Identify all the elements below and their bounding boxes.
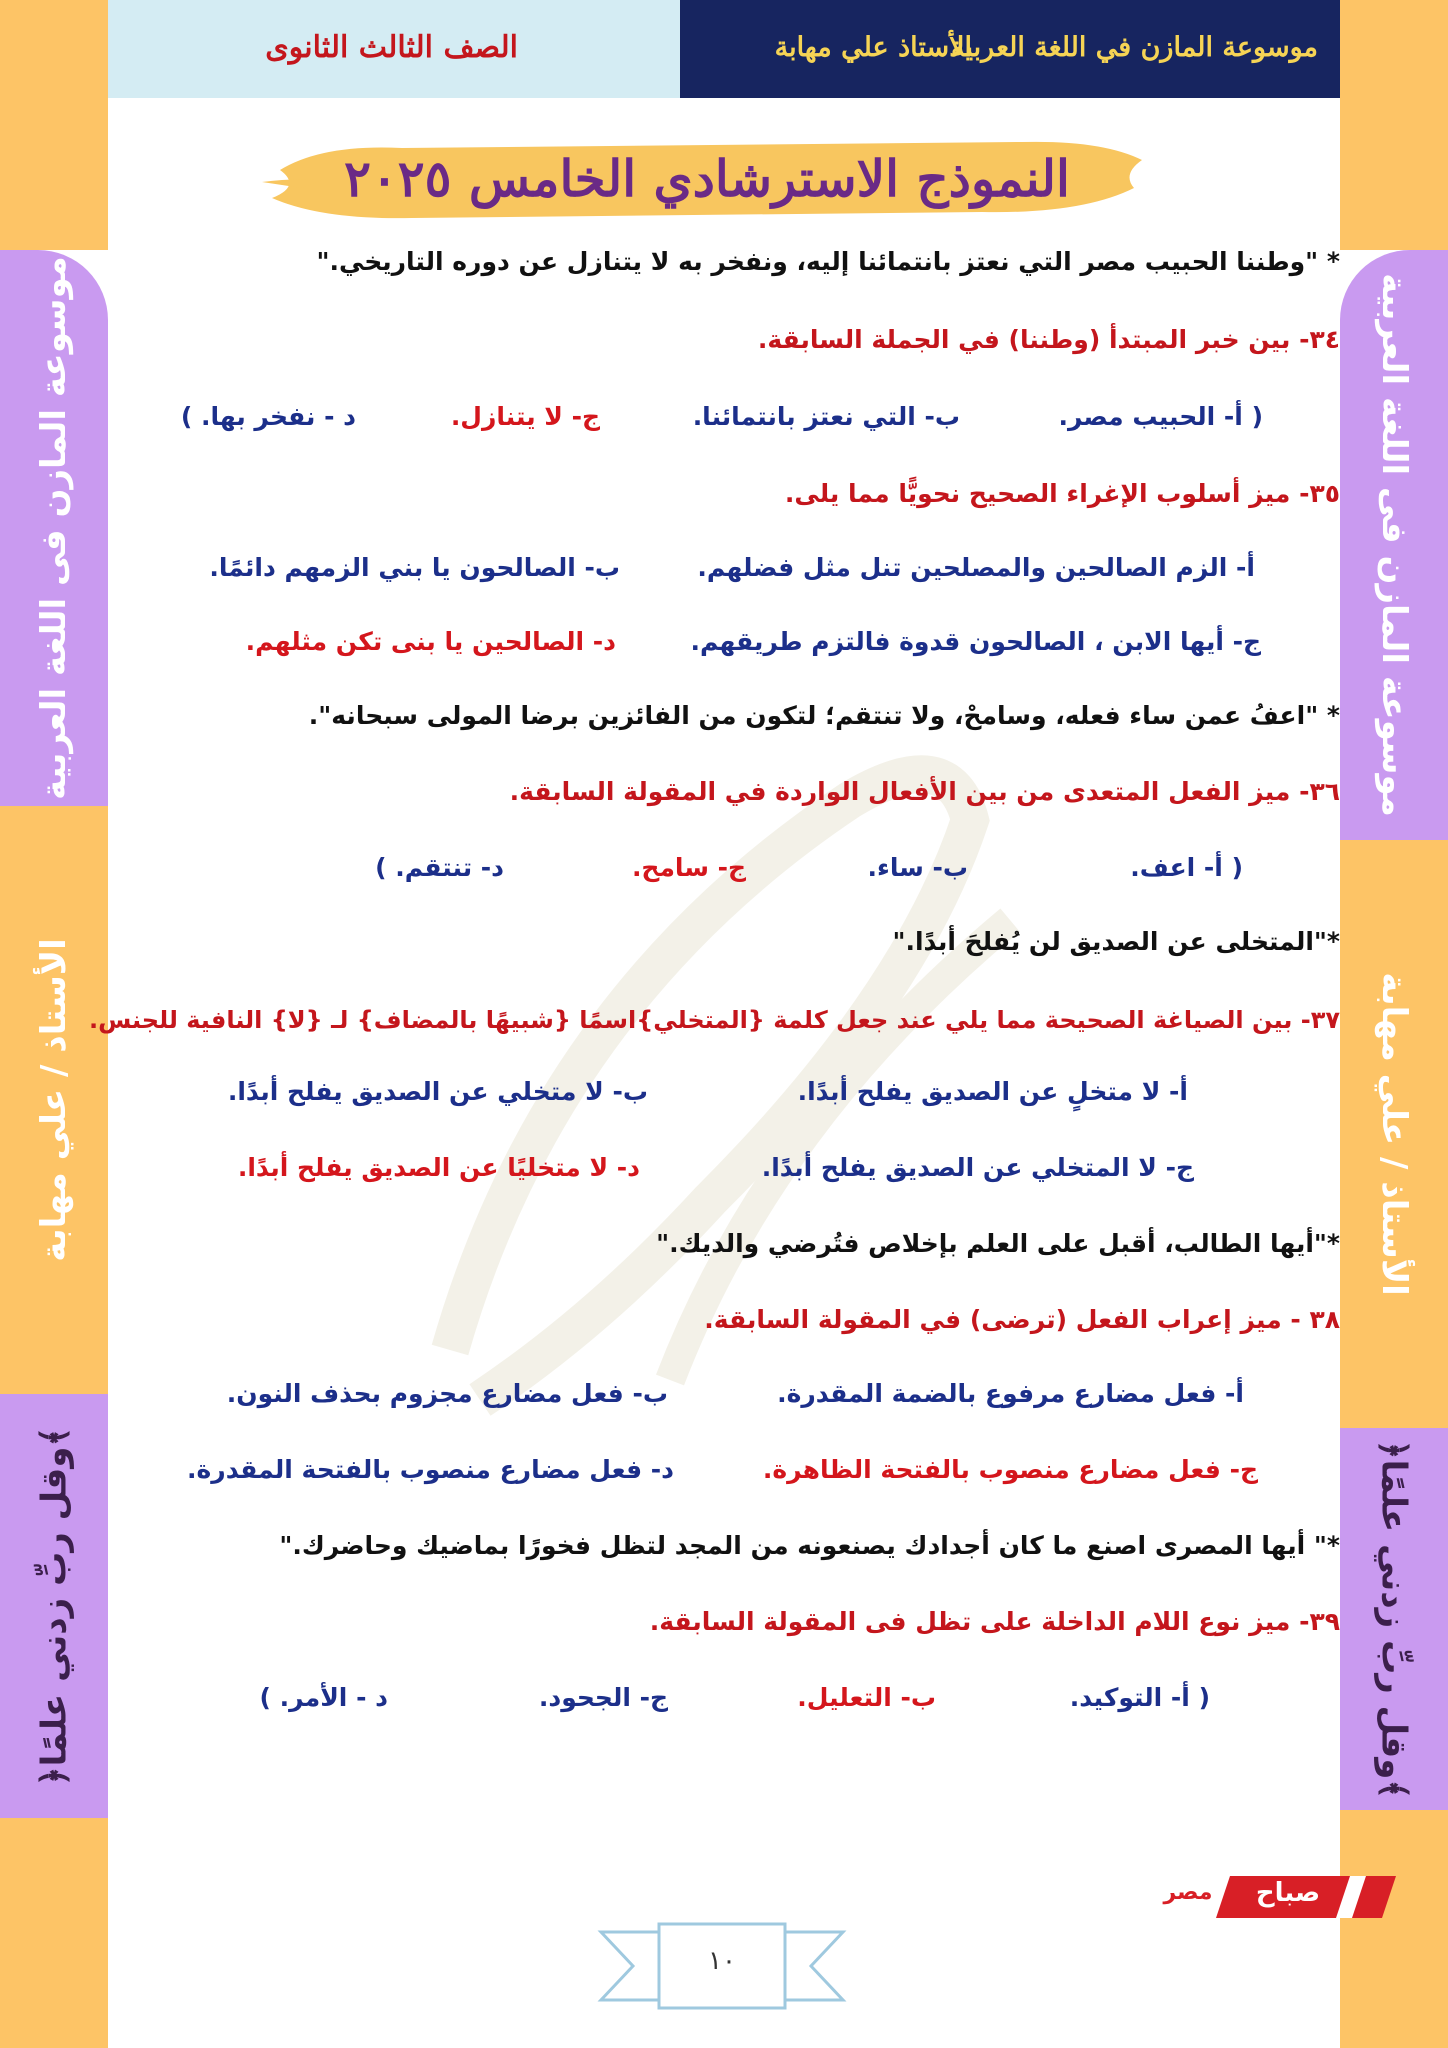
q34-option-b: ب- التي نعتز بانتمائنا. (692, 402, 960, 431)
q37-option-a: أ- لا متخلٍ عن الصديق يفلح أبدًا. (797, 1077, 1188, 1106)
left-verse-text: ﴿وقل ربِّ زدني علمًا﴾ (34, 1426, 75, 1786)
logo-text-sabah: صباح (1255, 1878, 1321, 1908)
q38-option-a: أ- فعل مضارع مرفوع بالضمة المقدرة. (777, 1379, 1244, 1408)
q36-option-b: ب- ساء. (867, 853, 968, 882)
right-teacher-text: الأستاذ / علي مهابة (1374, 972, 1414, 1296)
left-panel-verse (0, 1394, 108, 1818)
q34-option-a: ( أ- الحبيب مصر. (1058, 402, 1263, 431)
q35-option-a: أ- الزم الصالحين والمصلحين تنل مثل فضلهم. (697, 553, 1255, 582)
page-title: النموذج الاسترشادي الخامس ٢٠٢٥ (344, 148, 1070, 208)
statement-5: *" أيها المصرى اصنع ما كان أجدادك يصنعونه من المجد لتظل فخورًا بماضيك وحاضرك." (279, 1531, 1340, 1560)
header-teacher: الأستاذ علي مهابة (774, 32, 972, 63)
left-teacher-text: الأستاذ / علي مهابة (34, 938, 74, 1262)
left-panel-bottom (0, 1818, 108, 2048)
q37-option-b: ب- لا متخلي عن الصديق يفلح أبدًا. (227, 1077, 648, 1106)
q36-option-c: ج- سامح. (631, 853, 746, 882)
right-panel-verse (1340, 1428, 1448, 1810)
q37-option-c: ج- لا المتخلي عن الصديق يفلح أبدًا. (761, 1153, 1194, 1182)
header-grade: الصف الثالث الثانوى (265, 30, 518, 65)
page-number-frame (593, 1918, 851, 2014)
q39-option-c: ج- الجحود. (538, 1683, 668, 1712)
statement-1: * "وطننا الحبيب مصر التي نعتز بانتمائنا إليه، ونفخر به لا يتنازل عن دوره التاريخي." (316, 247, 1340, 276)
sabah-masr-logo (1160, 1872, 1400, 1922)
watermark (150, 500, 1250, 1600)
question-35: ٣٥- ميز أسلوب الإغراء الصحيح نحويًّا مما يلى. (784, 479, 1340, 508)
q36-option-d: د- تنتقم. ) (375, 853, 504, 882)
q36-option-a: ( أ- اعف. (1130, 853, 1243, 882)
left-encyclopedia-text: موسوعة المازن فى اللغة العربية (34, 256, 74, 800)
left-panel-encyclopedia (0, 250, 108, 806)
q35-option-d: د- الصالحين يا بنى تكن مثلهم. (245, 627, 616, 656)
question-34: ٣٤- بين خبر المبتدأ (وطننا) في الجملة السابقة. (757, 325, 1340, 354)
right-encyclopedia-text: موسوعة المازن فى اللغة العربية (1374, 273, 1414, 817)
q39-option-a: ( أ- التوكيد. (1069, 1683, 1210, 1712)
header-series: موسوعة المازن في اللغة العربية (951, 32, 1318, 63)
logo-text-masr: مصر (1163, 1880, 1213, 1905)
statement-2: * "اعفُ عمن ساء فعله، وسامحْ، ولا تنتقم؛ لتكون من الفائزين برضا المولى سبحانه". (308, 701, 1340, 730)
right-panel-encyclopedia (1340, 250, 1448, 840)
left-panel-teacher (0, 806, 108, 1394)
right-panel-bottom (1340, 1810, 1448, 2048)
q38-option-b: ب- فعل مضارع مجزوم بحذف النون. (226, 1379, 668, 1408)
q35-option-c: ج- أيها الابن ، الصالحون قدوة فالتزم طريقهم. (690, 627, 1261, 656)
q34-option-d: د - نفخر بها. ) (180, 402, 356, 431)
question-38: ٣٨ - ميز إعراب الفعل (ترضى) في المقولة السابقة. (704, 1305, 1340, 1334)
question-39: ٣٩- ميز نوع اللام الداخلة على تظل فى المقولة السابقة. (649, 1607, 1340, 1636)
q39-option-d: د - الأمر. ) (259, 1683, 388, 1712)
q39-option-b: ب- التعليل. (797, 1683, 936, 1712)
right-panel-teacher (1340, 840, 1448, 1428)
statement-3: *"المتخلى عن الصديق لن يُفلحَ أبدًا." (892, 927, 1340, 956)
page-number: ١٠ (708, 1946, 736, 1976)
question-37: ٣٧- بين الصياغة الصحيحة مما يلي عند جعل كلمة {المتخلي}اسمًا {شبيهًا بالمضاف} لـ {لا} النافية للجنس. (88, 1006, 1340, 1034)
q34-option-c: ج- لا يتنازل. (450, 402, 600, 431)
right-verse-text: ﴿وقل ربِّ زدني علمًا﴾ (1373, 1439, 1414, 1799)
q38-option-d: د- فعل مضارع منصوب بالفتحة المقدرة. (187, 1455, 674, 1484)
statement-4: *"أيها الطالب، أقبل على العلم بإخلاص فتُرضي والديك." (656, 1229, 1340, 1258)
header-light (108, 0, 680, 98)
q38-option-c: ج- فعل مضارع منصوب بالفتحة الظاهرة. (762, 1455, 1258, 1484)
left-panel-top (0, 0, 108, 250)
q37-option-d: د- لا متخليًا عن الصديق يفلح أبدًا. (237, 1153, 640, 1182)
right-panel-top (1340, 0, 1448, 250)
question-36: ٣٦- ميز الفعل المتعدى من بين الأفعال الواردة في المقولة السابقة. (509, 777, 1340, 806)
q35-option-b: ب- الصالحون يا بني الزمهم دائمًا. (209, 553, 620, 582)
header-dark (680, 0, 1340, 98)
title-banner (262, 130, 1152, 226)
